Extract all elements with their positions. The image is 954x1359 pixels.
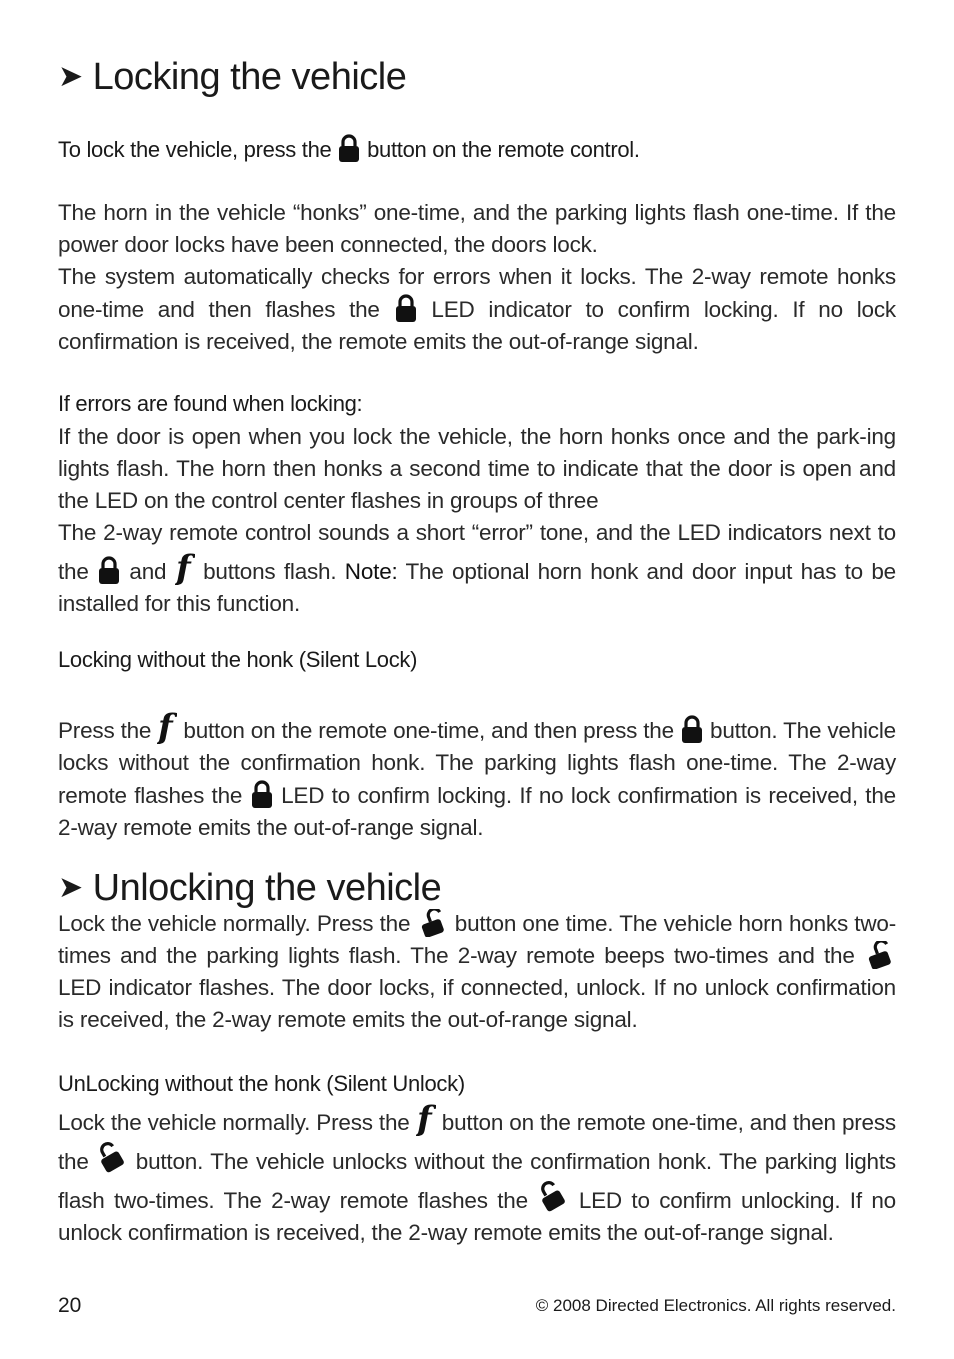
page-number: 20 xyxy=(58,1294,82,1317)
silent-lock-paragraph: Press the f button on the remote one-time, and then press the button. The vehicle locks without the confirmation honk. The parking lights flash one-time. The 2-way remote flashes the LED to confirm locking. If no lock confirmation is received, the 2-way remote emits the out-of-range signal. xyxy=(58,708,896,840)
unlock-icon xyxy=(537,1178,569,1214)
lock-paragraph-2: The system automatically checks for errors when it locks. The 2-way remote honks one-time and then flashes the LED indicator to confirm locking. If no lock confirmation is received, the remote emits the out-of-range signal. xyxy=(58,264,896,354)
unlock-icon xyxy=(864,941,896,969)
function-f-icon xyxy=(157,708,177,744)
section-title-unlocking: ➤ Unlocking the vehicle xyxy=(58,867,442,909)
lock-paragraph-1: The horn in the vehicle “honks” one-time, and the parking lights flash one-time. If the power door locks have been connected, the doors lock. xyxy=(58,200,896,257)
note-label: Note: xyxy=(344,559,398,584)
section-title-locking: ➤ Locking the vehicle xyxy=(58,56,407,98)
silent-unlock-heading: UnLocking without the honk (Silent Unlock) xyxy=(58,1071,465,1096)
unlock-icon xyxy=(96,1139,128,1175)
errors-paragraph-1: If the door is open when you lock the vehicle, the horn honks once and the park-ing lights flash. The horn then honks a second time to indicate that the door is open and the LED on the control center flashes in groups of three xyxy=(58,424,896,513)
silent-unlock-paragraph: Lock the vehicle normally. Press the f button on the remote one-time, and then press the button. The vehicle unlocks without the confirmation honk. The parking lights flash two-times. The 2-way remote flashes the LED to confirm unlocking. If no unlock confirmation is received, the 2-way remote emits the out-of-range signal. xyxy=(58,1100,896,1245)
lock-icon xyxy=(680,714,704,744)
copyright-notice: © 2008 Directed Electronics. All rights reserved. xyxy=(535,1296,896,1315)
errors-heading: If errors are found when locking: xyxy=(58,391,363,416)
lock-intro: To lock the vehicle, press the button on the remote control. xyxy=(58,133,640,166)
svg-text:f: f xyxy=(175,549,191,585)
unlock-icon xyxy=(417,909,449,937)
lock-icon xyxy=(337,133,361,163)
arrow-bullet-icon: ➤ xyxy=(58,60,83,93)
silent-lock-heading: Locking without the honk (Silent Lock) xyxy=(58,647,418,672)
lock-icon xyxy=(250,779,274,809)
errors-paragraph-2: The 2-way remote control sounds a short “error” tone, and the LED indicators next to the and f buttons flash. Note: The optional horn honk and door input has to be installed for this function. xyxy=(58,520,896,616)
unlock-paragraph: Lock the vehicle normally. Press the button one time. The vehicle horn honks two-times and the parking lights flash. The 2-way remote beeps two-times and the LED indicator flashes. The door locks, if connected, unlock. If no unlock confirmation is received, the 2-way remote emits the out-of-range signal. xyxy=(58,908,896,1036)
svg-text:f: f xyxy=(158,708,173,744)
function-f-icon xyxy=(416,1100,436,1136)
arrow-bullet-icon: ➤ xyxy=(58,871,83,904)
svg-text:f: f xyxy=(416,1100,432,1136)
function-f-icon xyxy=(175,549,195,585)
lock-icon xyxy=(97,555,121,585)
lock-icon xyxy=(394,293,418,323)
